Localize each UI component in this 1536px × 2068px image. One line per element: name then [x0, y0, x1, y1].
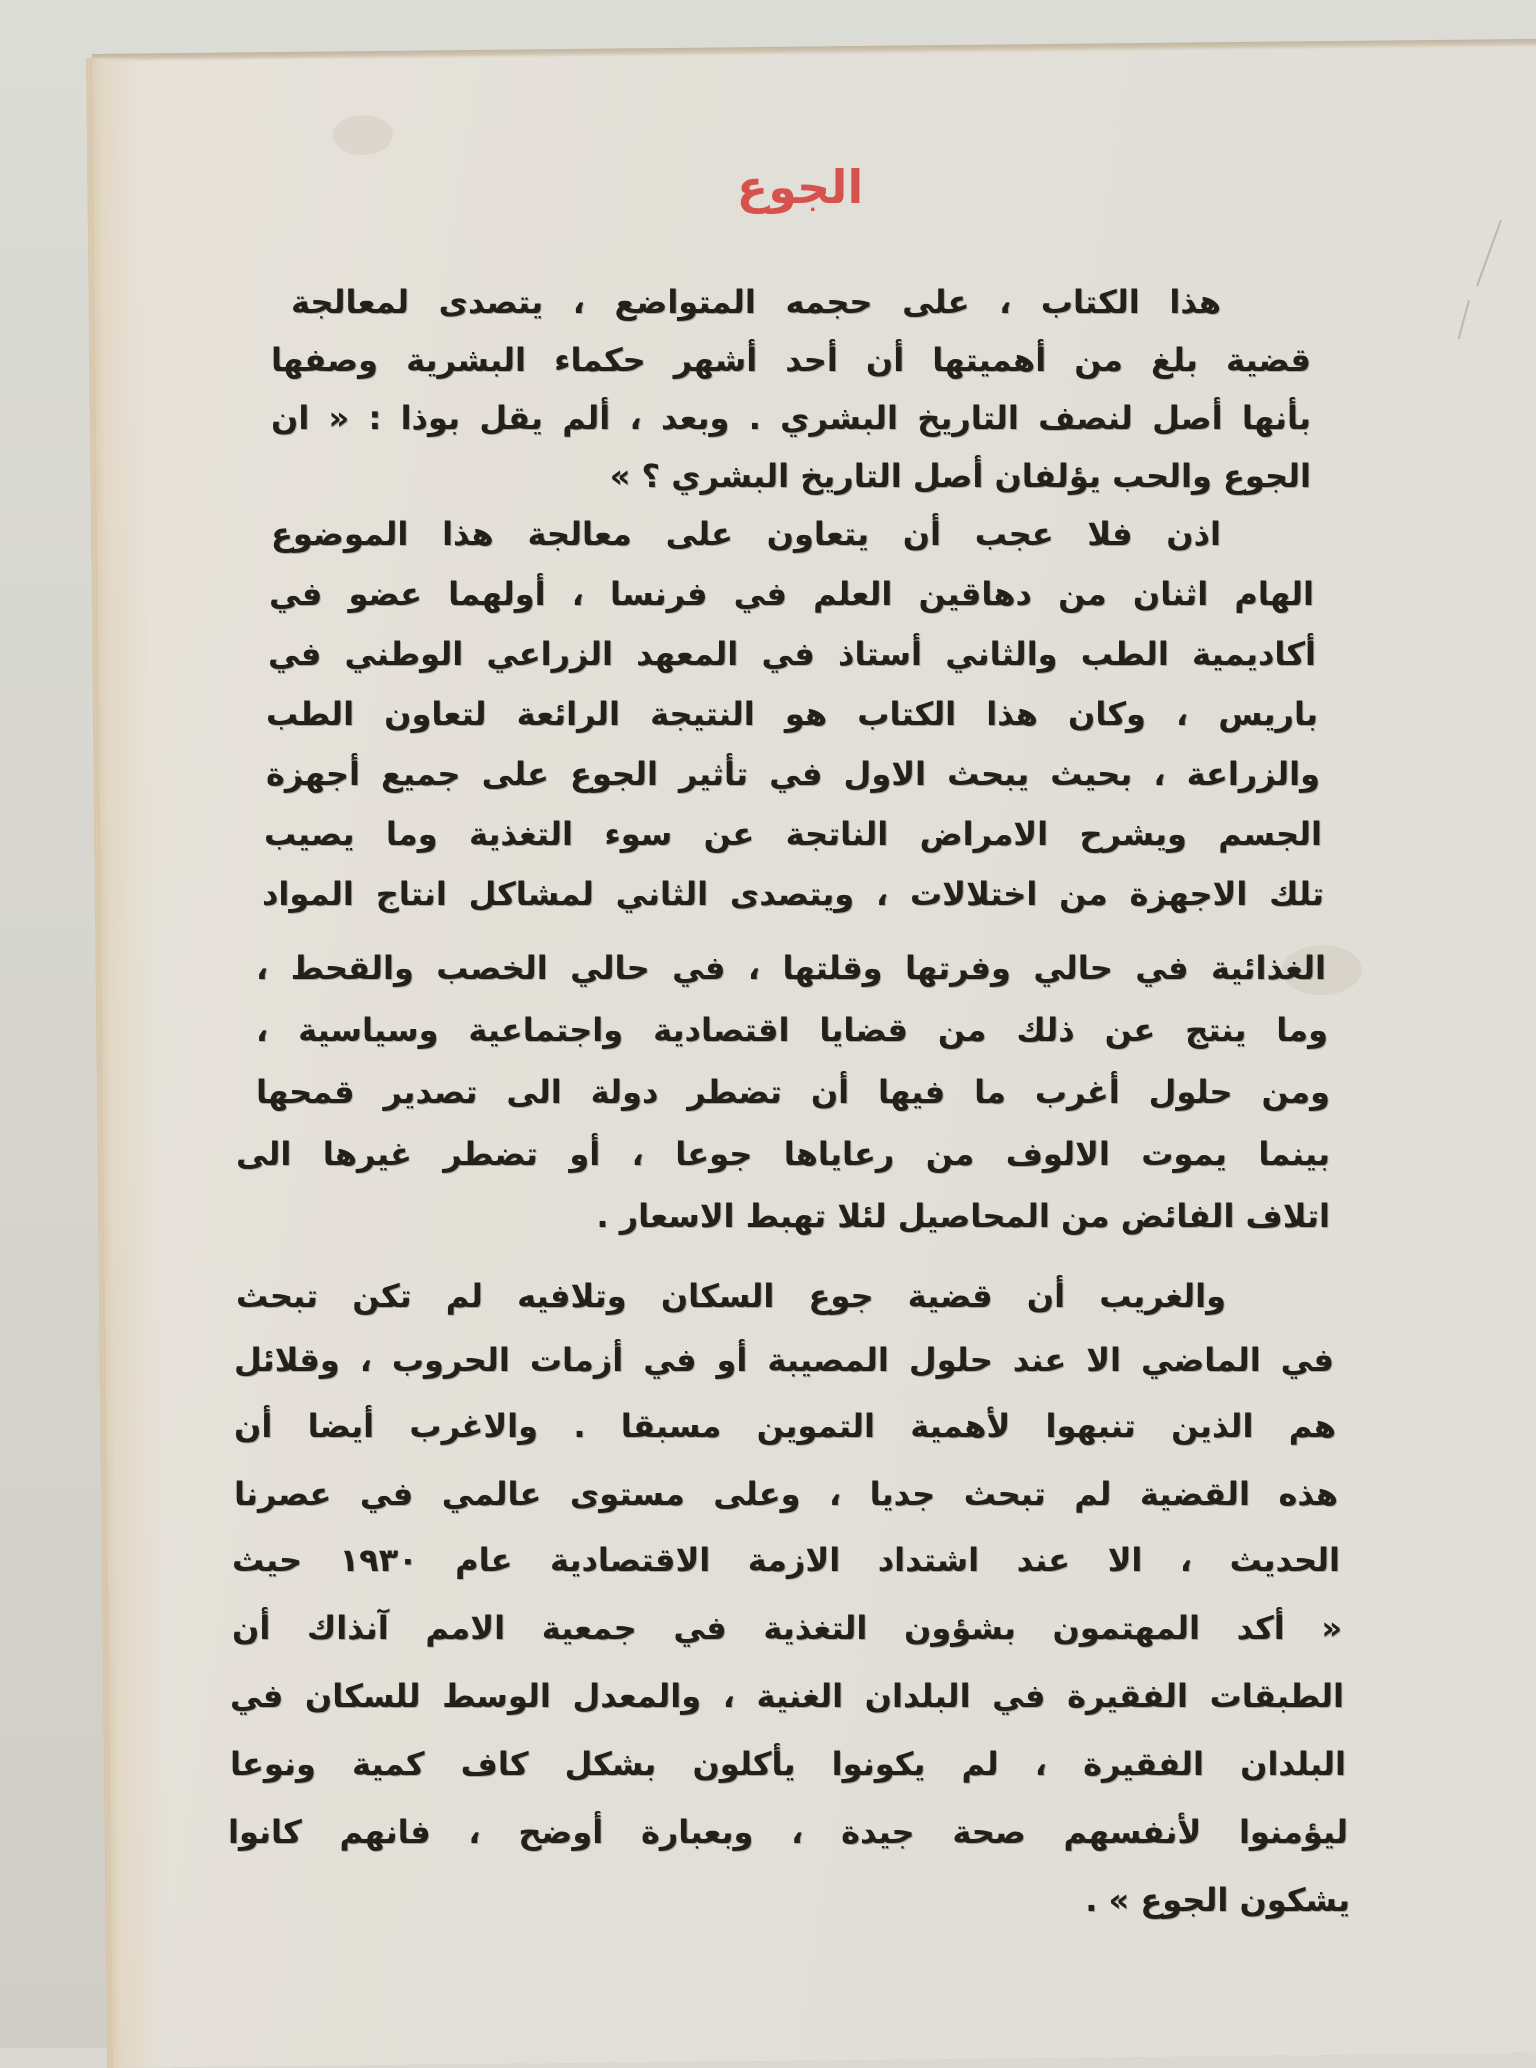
text-line: البلدان الفقيرة ، لم يكونوا يأكلون بشكل كاف كمية ونوعا	[230, 1745, 1346, 1783]
text-line: وما ينتج عن ذلك من قضايا اقتصادية واجتماعية وسياسية ،	[256, 1011, 1328, 1049]
text-line: ليؤمنوا لأنفسهم صحة جيدة ، وبعبارة أوضح ، فانهم كانوا	[228, 1813, 1348, 1851]
text-line: قضية بلغ من أهميتها أن أحد أشهر حكماء البشرية وصفها	[271, 341, 1311, 379]
text-line: باريس ، وكان هذا الكتاب هو النتيجة الرائعة لتعاون الطب	[266, 695, 1318, 733]
text-line: أكاديمية الطب والثاني أستاذ في المعهد الزراعي الوطني في	[268, 635, 1316, 673]
text-line: بأنها أصل لنصف التاريخ البشري . وبعد ، ألم يقل بوذا : « ان	[271, 399, 1311, 437]
text-line: الغذائية في حالي وفرتها وقلتها ، في حالي الخصب والقحط ،	[256, 949, 1326, 987]
text-line: هم الذين تنبهوا لأهمية التموين مسبقا . والاغرب أيضا أن	[234, 1407, 1336, 1445]
text-line: والزراعة ، بحيث يبحث الاول في تأثير الجوع على جميع أجهزة	[266, 755, 1320, 793]
text-line: الجسم ويشرح الامراض الناتجة عن سوء التغذية وما يصيب	[264, 815, 1322, 853]
text-line: الجوع والحب يؤلفان أصل التاريخ البشري ؟ »	[609, 457, 1311, 495]
text-line: تلك الاجهزة من اختلالات ، ويتصدى الثاني لمشاكل انتاج المواد	[262, 875, 1324, 913]
text-line: في الماضي الا عند حلول المصيبة أو في أزمات الحروب ، وقلائل	[234, 1341, 1334, 1379]
text-line: اذن فلا عجب أن يتعاون على معالجة هذا الموضوع	[271, 515, 1221, 553]
text-line: هذه القضية لم تبحث جديا ، وعلى مستوى عالمي في عصرنا	[234, 1475, 1338, 1513]
chapter-title: الجوع	[736, 160, 864, 214]
text-line: الحديث ، الا عند اشتداد الازمة الاقتصادية عام ١٩٣٠ حيث	[232, 1541, 1341, 1579]
text-line: اتلاف الفائض من المحاصيل لئلا تهبط الاسعار .	[596, 1197, 1330, 1235]
text-line: بينما يموت الالوف من رعاياها جوعا ، أو تضطر غيرها الى	[236, 1135, 1330, 1173]
text-line: والغريب أن قضية جوع السكان وتلافيه لم تكن تبحث	[236, 1277, 1226, 1315]
text-line: الهام اثنان من دهاقين العلم في فرنسا ، أولهما عضو في	[269, 575, 1314, 613]
text-line: ومن حلول أغرب ما فيها أن تضطر دولة الى تصدير قمحها	[256, 1073, 1330, 1111]
text-line: « أكد المهتمون بشؤون التغذية في جمعية الامم آنذاك أن	[232, 1609, 1342, 1647]
text-line: هذا الكتاب ، على حجمه المتواضع ، يتصدى لمعالجة	[291, 283, 1221, 321]
text-line: يشكون الجوع » .	[1085, 1881, 1350, 1919]
text-line: الطبقات الفقيرة في البلدان الغنية ، والمعدل الوسط للسكان في	[230, 1677, 1344, 1715]
